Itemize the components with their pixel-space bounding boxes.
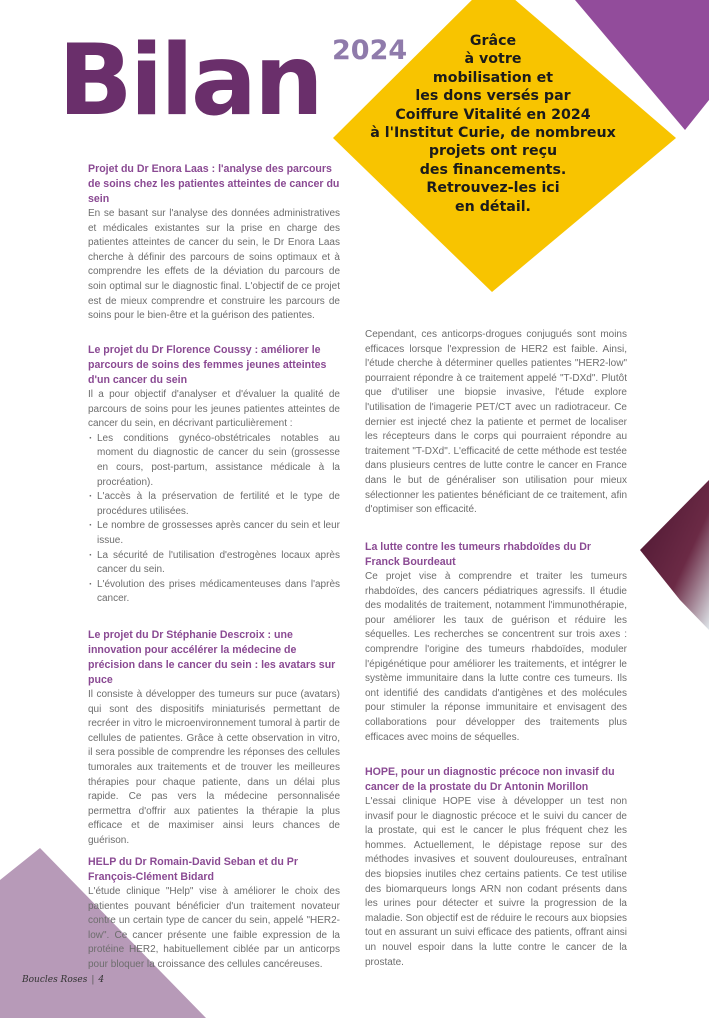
section-bourdeaut [365,540,627,745]
section-body: Cependant, ces anticorps-drogues conjugués sont moins efficaces lorsque l'expression de HER2 est faible. Ainsi, l'étude cherche à déterminer quelles patientes "HER2-low" pourraient répondre à ce traitement appelé "T-DXd". Plutôt que d'utiliser une biopsie invasive, l'étude explore l'utilisation de l'imagerie PET/CT avec un radiotraceur. Ce dernier est injecté chez la patiente et permet de localiser les récepteurs dans le corps qui pourraient répondre au traitement "T-DXd". L'efficacité de cette méthode est testée dans plusieurs centres de lutte contre le cancer en France dans le but de généraliser son utilisation pour mieux sélectionner les patientes bénéficiant de ce traitement, afin d'optimiser son efficacité. [365,329,627,516]
page-footer [22,975,104,985]
page-number: 4 [98,975,105,985]
section-body: Il a pour objectif d'analyser et d'évaluer la qualité de parcours de soins pour les jeunes patientes atteintes de cancer du sein, en décrivant particulièrement : [88,389,340,430]
section-heading: La lutte contre les tumeurs rhabdoïdes du Dr Franck Bourdeaut [365,541,592,568]
callout-line: projets ont reçu [428,143,558,160]
divider: | [91,975,95,985]
section-body: Il consiste à développer des tumeurs sur puce (avatars) qui sont des dispositifs miniaturisés permettant de recréer in vitro le microenvironnement tumoral à partir de cellules de patientes. Grâce à cette observation in vitro, il sera possible de comprendre les réponses des cellules tumorales aux traitements et de trouver les meilleures thérapies pour chaque patiente, dans un délai plus rapide. Ce pas vers la médecine personnalisée permettra d'offrir aux patientes la thérapie la plus efficace et de maximiser ainsi leurs chances de guérison. [88,689,340,846]
callout-line: à l'Institut Curie, de nombreux [370,125,616,142]
callout-line: les dons versés par [415,88,571,105]
list-item: · L'accès à la préservation de fertilité et le type de procédures utilisées. [88,490,340,519]
section-body: L'étude clinique "Help" vise à améliorer le choix des patientes pouvant bénéficier d'un traitement novateur contre un certain type de cancer du sein, appelé "HER2-low". Ce cancer présente une faible expression de la protéine HER2, habituellement ciblée par un anticorps pour bloquer la croissance des cellules cancéreuses. [88,886,340,970]
callout-line: mobilisation et [432,69,554,86]
section-heading: HELP du Dr Romain-David Seban et du Pr François-Clément Bidard [88,856,298,883]
callout-line: Coiffure Vitalité en 2024 [395,106,591,123]
section-body: L'essai clinique HOPE vise à développer un test non invasif pour le diagnostic précoce et le suivi du cancer de la prostate, qui est le cancer le plus fréquent chez les hommes. Actuellement, le dépistage repose sur des méthodes invasives et souvent douloureuses, entraînant des biopsies inutiles chez certains patients. Ce test utilise des biomarqueurs longs ARN non codant présents dans les urines pour détecter et suivre la progression de la maladie. Son objectif est de réduire le recours aux biopsies tout en assurant un suivi efficace des patients, offrant ainsi un nouvel espoir dans la lutte contre le cancer de la prostate. [365,796,627,968]
callout-text [345,32,641,216]
brand-logo: Boucles Roses [22,975,88,985]
section-descroix [88,628,340,849]
callout-line: Retrouvez-les ici [426,180,560,197]
page-title: Bilan [58,24,321,138]
section-body: En se basant sur l'analyse des données administratives et médicales existantes sur la prise en charge des patientes atteintes de cancer du sein, le Dr Enora Laas cherche à définir des parcours de soins optimaux et à comprendre les effets de la déviation du parcours de soin optimal sur le diagnostic final. L'objectif de ce projet est de mieux comprendre et construire les parcours de soins pour le bien-être et la guérison des patientes. [88,208,340,322]
section-laas [88,162,340,324]
photo-triangle [640,480,709,630]
callout-line: des financements. [419,161,567,178]
section-heading: Le projet du Dr Stéphanie Descroix : une innovation pour accélérer la médecine de précision dans le cancer du sein : les avatars sur puce [88,629,336,686]
list-item: · La sécurité de l'utilisation d'estrogènes locaux après cancer du sein. [88,549,340,578]
section-heading: Le projet du Dr Florence Coussy : améliorer le parcours de soins des femmes jeunes atteintes d'un cancer du sein [88,344,327,386]
section-body: Ce projet vise à comprendre et traiter les tumeurs rhabdoïdes, des cancers pédiatriques agressifs. Il étudie des modalités de traitement, notamment l'immunothérapie, pour améliorer les taux de guérison et réduire les séquelles. Les recherches se concentrent sur trois axes : comprendre l'origine des tumeurs rhabdoïdes, moduler l'épigénétique pour améliorer les traitements, et intégrer le système immunitaire dans la lutte contre ces tumeurs. Ils ont identifié des candidats d'antigènes et des molécules pour stimuler la réponse immunitaire et envisagent des collaborations pour développer des traitements plus efficaces avec moins de séquelles. [365,571,627,743]
page-year: 2024 [332,35,408,66]
section-heading: Projet du Dr Enora Laas : l'analyse des parcours de soins chez les patientes atteintes de cancer du sein [88,163,340,205]
callout-line: Grâce [469,33,517,49]
section-help [88,855,340,973]
list-item: · Le nombre de grossesses après cancer du sein et leur issue. [88,519,340,548]
section-coussy [88,343,340,607]
callout-line: à votre [464,51,522,68]
section-heading: HOPE, pour un diagnostic précoce non invasif du cancer de la prostate du Dr Antonin Morillon [365,766,615,793]
callout-line: en détail. [455,198,531,215]
bullet-list [88,432,340,607]
list-item: · Les conditions gynéco-obstétricales notables au moment du diagnostic de cancer du sein (grossesse en cours, post-partum, assistance médicale à la procréation). [88,432,340,490]
list-item: · L'évolution des prises médicamenteuses dans l'après cancer. [88,578,340,607]
section-hope [365,765,627,970]
section-help-continued [365,328,627,518]
